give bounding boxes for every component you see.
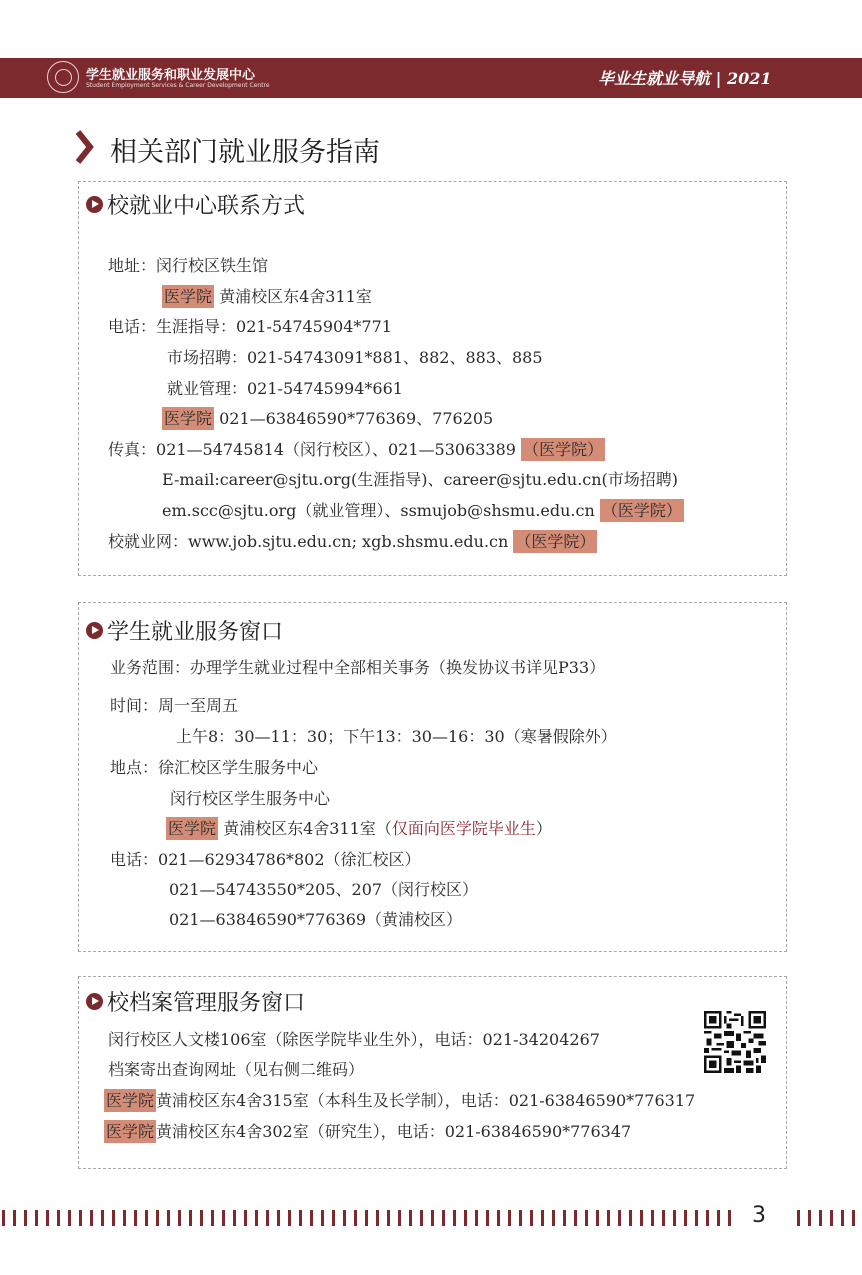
footer-tick: [200, 1210, 203, 1226]
archive-query: 档案寄出查询网址（见右侧二维码）: [108, 1060, 365, 1079]
contact-phone-mgmt: 就业管理：021-54745994*661: [167, 379, 403, 398]
line-label: 传真：: [108, 440, 157, 459]
line-text: 黄浦校区东4舍302室（研究生），电话：021-63846590*776347: [156, 1122, 632, 1141]
footer-tick: [409, 1210, 412, 1226]
section-title: 校档案管理服务窗口: [107, 991, 306, 1016]
page-number: 3: [752, 1203, 766, 1228]
footer-tick: [277, 1210, 280, 1226]
footer-tick: [57, 1210, 60, 1226]
footer-tick: [123, 1210, 126, 1226]
footer-tick: [167, 1210, 170, 1226]
footer-tick: [640, 1210, 643, 1226]
footer-tick: [552, 1210, 555, 1226]
footer-tick: [90, 1210, 93, 1226]
footer-tick: [420, 1210, 423, 1226]
footer-tick: [596, 1210, 599, 1226]
header-divider: |: [710, 69, 727, 88]
archive-med-grad: [104, 1119, 631, 1142]
contact-phone-med: [162, 406, 493, 429]
footer-tick: [112, 1210, 115, 1226]
contact-address: [108, 253, 268, 276]
line-label: 地点：: [110, 758, 159, 777]
footer-tick: [673, 1210, 676, 1226]
footer-tick: [519, 1210, 522, 1226]
service-location-med: [166, 816, 552, 839]
footer-tick: [819, 1210, 822, 1226]
medical-school-tag: 医学院: [106, 1122, 155, 1141]
footer-tick: [530, 1210, 533, 1226]
footer-tick: [808, 1210, 811, 1226]
line-label: 地址：: [108, 256, 157, 275]
footer-ticks-right: [795, 1210, 862, 1226]
qr-code-icon[interactable]: [704, 1011, 766, 1073]
footer-tick: [706, 1210, 709, 1226]
section-title: 校就业中心联系方式: [107, 194, 306, 219]
footer-tick: [145, 1210, 148, 1226]
footer-tick: [398, 1210, 401, 1226]
header-title-text: 毕业生就业导航: [598, 69, 711, 88]
footer-tick: [156, 1210, 159, 1226]
footer-tick: [475, 1210, 478, 1226]
footer-tick: [574, 1210, 577, 1226]
line-text: 黄浦校区东4舍315室（本科生及长学制），电话：021-63846590*776317: [156, 1091, 696, 1110]
footer-tick: [651, 1210, 654, 1226]
org-name-en: Student Employment Services & Career Development Centre: [86, 82, 270, 89]
footer-tick: [178, 1210, 181, 1226]
service-phone-xuhui: [110, 847, 421, 870]
footer-tick: [376, 1210, 379, 1226]
footer-tick: [464, 1210, 467, 1226]
footer-tick: [354, 1210, 357, 1226]
service-days: [110, 693, 238, 716]
medical-school-tag: （医学院）: [515, 532, 596, 551]
footer-tick: [585, 1210, 588, 1226]
line-label: 校就业网：: [108, 532, 189, 551]
line-label: 时间：: [110, 696, 159, 715]
service-location-minhang: 闵行校区学生服务中心: [170, 789, 331, 808]
contact-email-2: [162, 498, 684, 521]
footer-tick: [255, 1210, 258, 1226]
medical-school-tag: 医学院: [168, 819, 217, 838]
contact-email-1: E-mail:career@sjtu.org(生涯指导)、career@sjtu.edu.cn(市场招聘): [162, 470, 679, 489]
footer-tick: [2, 1210, 5, 1226]
footer-tick: [830, 1210, 833, 1226]
footer-tick: [797, 1210, 800, 1226]
line-text: 021—54745814（闵行校区）、021—53063389: [156, 440, 522, 459]
medical-school-tag: 医学院: [106, 1091, 155, 1110]
footer-tick: [841, 1210, 844, 1226]
footer-tick: [299, 1210, 302, 1226]
contact-website: [108, 529, 597, 552]
footer-tick: [852, 1210, 855, 1226]
footer-tick: [79, 1210, 82, 1226]
footer-tick: [508, 1210, 511, 1226]
footer-tick: [35, 1210, 38, 1226]
line-text: 黄浦校区东4舍311室（: [218, 819, 392, 838]
footer-tick: [101, 1210, 104, 1226]
contact-phone-career: [108, 314, 392, 337]
footer-tick: [442, 1210, 445, 1226]
footer-tick: [728, 1210, 731, 1226]
footer-tick: [233, 1210, 236, 1226]
footer-tick: [695, 1210, 698, 1226]
footer-tick: [46, 1210, 49, 1226]
line-label: 电话：: [108, 317, 157, 336]
service-location-xuhui: [110, 755, 318, 778]
service-hours: 上午8：30—11：30；下午13：30—16：30（寒暑假除外）: [176, 727, 617, 746]
footer-tick: [321, 1210, 324, 1226]
line-text: 021—62934786*802（徐汇校区）: [158, 850, 421, 869]
org-name-cn: 学生就业服务和职业发展中心: [86, 68, 256, 83]
footer-tick: [244, 1210, 247, 1226]
footer-tick: [222, 1210, 225, 1226]
section-title: 学生就业服务窗口: [107, 620, 284, 645]
footer-tick: [211, 1210, 214, 1226]
footer-tick: [288, 1210, 291, 1226]
footer-tick: [332, 1210, 335, 1226]
archive-minhang: 闵行校区人文楼106室（除医学院毕业生外），电话：021-34204267: [108, 1030, 600, 1049]
footer-tick: [13, 1210, 16, 1226]
medical-school-tag: 医学院: [164, 409, 213, 428]
footer-tick: [24, 1210, 27, 1226]
footer-tick: [684, 1210, 687, 1226]
footer-tick: [266, 1210, 269, 1226]
footer-tick: [618, 1210, 621, 1226]
line-text-end: ）: [535, 819, 552, 838]
archive-med-undergrad: [104, 1088, 695, 1111]
line-text: 黄浦校区东4舍311室: [214, 287, 372, 306]
footer-tick: [310, 1210, 313, 1226]
header-year: 2021: [726, 69, 772, 88]
medical-school-tag: （医学院）: [601, 501, 682, 520]
footer-tick: [453, 1210, 456, 1226]
line-text: 周一至周五: [158, 696, 239, 715]
university-seal-icon: [47, 61, 79, 93]
service-scope: 业务范围：办理学生就业过程中全部相关事务（换发协议书详见P33）: [110, 658, 606, 677]
contact-phone-recruit: 市场招聘：021-54743091*881、882、883、885: [167, 348, 543, 367]
line-label: 电话：: [110, 850, 159, 869]
medical-school-tag: 医学院: [164, 287, 213, 306]
service-phone-minhang: 021—54743550*205、207（闵行校区）: [169, 880, 479, 899]
contact-fax: [108, 437, 605, 460]
footer-tick: [563, 1210, 566, 1226]
footer-tick: [387, 1210, 390, 1226]
medical-school-tag: （医学院）: [523, 440, 604, 459]
chevron-right-icon: [74, 128, 96, 166]
footer-tick: [343, 1210, 346, 1226]
note-med-only: 仅面向医学院毕业生: [391, 819, 536, 838]
footer-ticks-left: [0, 1210, 745, 1226]
service-phone-huangpu: 021—63846590*776369（黄浦校区）: [169, 910, 463, 929]
header-title: [598, 66, 772, 89]
footer-tick: [662, 1210, 665, 1226]
footer-tick: [189, 1210, 192, 1226]
play-circle-icon: [86, 622, 103, 639]
footer-tick: [717, 1210, 720, 1226]
footer-tick: [365, 1210, 368, 1226]
line-text: em.scc@sjtu.org（就业管理）、ssmujob@shsmu.edu.cn: [162, 501, 600, 520]
footer-tick: [607, 1210, 610, 1226]
footer-tick: [541, 1210, 544, 1226]
footer-tick: [497, 1210, 500, 1226]
footer-tick: [431, 1210, 434, 1226]
footer-tick: [134, 1210, 137, 1226]
line-text: 生涯指导：021-54745904*771: [156, 317, 392, 336]
play-circle-icon: [86, 196, 103, 213]
line-text: 闵行校区铁生馆: [156, 256, 269, 275]
footer-tick: [629, 1210, 632, 1226]
line-text: 021—63846590*776369、776205: [214, 409, 494, 428]
footer-tick: [486, 1210, 489, 1226]
contact-address-med: [162, 284, 372, 307]
page-title: 相关部门就业服务指南: [110, 137, 380, 168]
play-circle-icon: [86, 993, 103, 1010]
footer-tick: [68, 1210, 71, 1226]
line-text: www.job.sjtu.edu.cn; xgb.shsmu.edu.cn: [188, 532, 514, 551]
line-text: 徐汇校区学生服务中心: [158, 758, 319, 777]
